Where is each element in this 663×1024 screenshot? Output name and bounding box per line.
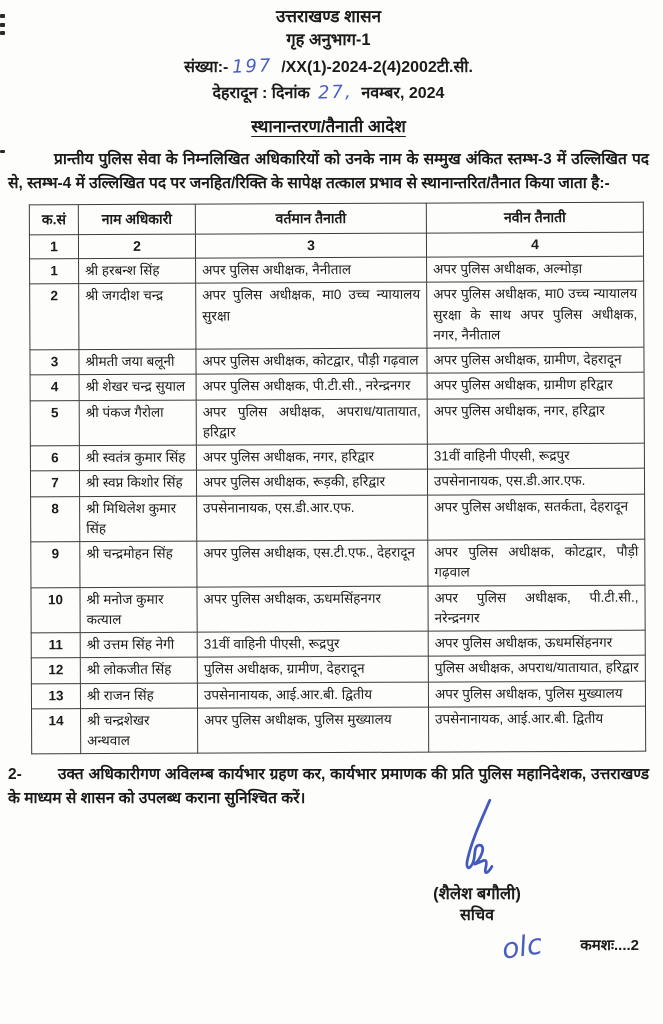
current-posting-cell: अपर पुलिस अधीक्षक, मा0 उच्च न्यायालय सुरक्षा (196, 283, 427, 350)
serial-cell: 4 (30, 375, 79, 400)
serial-cell: 1 (30, 259, 79, 284)
officer-name-cell: श्री राजन सिंह (80, 683, 197, 709)
new-posting-cell: 31वीं वाहिनी पीएसी, रूद्रपुर (427, 443, 644, 469)
government-title: उत्तराखण्ड शासन (275, 7, 382, 26)
current-posting-cell: उपसेनानायक, आई.आर.बी. द्वितीय (197, 682, 428, 708)
column-header-serial: क.सं (29, 205, 78, 235)
reference-prefix: संख्या:- (184, 58, 229, 76)
serial-cell: 2 (30, 284, 79, 350)
new-posting-cell: अपर पुलिस अधीक्षक, ऊधमसिंहनगर (428, 630, 645, 656)
serial-cell: 14 (32, 709, 81, 755)
officer-name-cell: श्री शेखर चन्द्र सुयाल (79, 375, 196, 401)
serial-cell: 7 (30, 471, 79, 496)
officer-name-cell: श्री लोकजीत सिंह (80, 658, 197, 684)
page-continuation-marker: कमशः....2 (580, 936, 639, 954)
column-number: 4 (426, 232, 643, 257)
serial-cell: 6 (30, 446, 79, 471)
closing-paragraph-number: 2- (8, 766, 22, 784)
serial-cell: 11 (31, 633, 80, 658)
officer-name-cell: श्री स्वप्न किशोर सिंह (79, 471, 196, 497)
new-posting-cell: उपसेनानायक, आई.आर.बी. द्वितीय (428, 706, 645, 752)
scan-artifact (0, 150, 5, 153)
current-posting-cell: अपर पुलिस अधीक्षक, ऊधमसिंहनगर (197, 586, 428, 633)
place-date-line (8, 80, 649, 106)
scan-artifact (0, 23, 5, 27)
signatory-name: (शैलेश बगौली) (433, 885, 521, 904)
letterhead (8, 5, 649, 139)
signatory-designation: सचिव (459, 906, 495, 924)
place-date-suffix: नवम्बर, 2024 (361, 85, 445, 103)
table-row (30, 443, 644, 471)
serial-cell: 9 (31, 542, 80, 588)
serial-cell: 5 (30, 400, 79, 446)
current-posting-cell: पुलिस अधीक्षक, ग्रामीण, देहरादून (197, 657, 428, 683)
handwritten-reference-number: 197 (232, 54, 274, 78)
intro-paragraph: प्रान्तीय पुलिस सेवा के निम्नलिखित अधिकारियों को उनके नाम के सम्मुख अंकित स्तम्भ-3 में उल्लिखित पद से, स्तम्भ-4 में उल्लिखित पद पर जनहित/रिक्ति के सापेक्ष तत्काल प्रभाव से स्थानान्तरित/तैनात किया जाता है:- (8, 151, 649, 192)
reference-number-line (8, 54, 649, 80)
officer-name-cell: श्री मिथिलेश कुमार सिंह (80, 496, 197, 542)
table-row (31, 585, 645, 633)
table-row (30, 282, 644, 350)
officer-name-cell: श्री स्वतंत्र कुमार सिंह (79, 445, 196, 471)
current-posting-cell: अपर पुलिस अधीक्षक, कोटद्वार, पौड़ी गढ़वाल (196, 348, 427, 374)
officer-name-cell: श्री चन्द्रमोहन सिंह (80, 541, 197, 587)
current-posting-cell: अपर पुलिस अधीक्षक, रूड़की, हरिद्वार (196, 470, 427, 496)
page-footer (8, 926, 639, 966)
table-row (30, 256, 644, 284)
table-row (30, 398, 644, 446)
column-number: 2 (78, 234, 195, 259)
new-posting-cell: अपर पुलिस अधीक्षक, नगर, हरिद्वार (427, 398, 644, 444)
table-row (31, 494, 645, 542)
table-row (31, 630, 645, 658)
serial-cell: 12 (31, 658, 80, 683)
current-posting-cell: अपर पुलिस अधीक्षक, एस.टी.एफ., देहरादून (197, 540, 428, 587)
serial-cell: 13 (31, 683, 80, 708)
new-posting-cell: अपर पुलिस अधीक्षक, ग्रामीण हरिद्वार (427, 373, 644, 399)
new-posting-cell: उपसेनानायक, एस.डी.आर.एफ. (427, 469, 644, 495)
new-posting-cell: अपर पुलिस अधीक्षक, अल्मोड़ा (427, 256, 644, 282)
table-header-row (29, 202, 643, 235)
new-posting-cell: अपर पुलिस अधीक्षक, पी.टी.सी., नरेन्द्रनगर (428, 585, 645, 631)
scan-artifact (0, 31, 5, 35)
column-header-new-posting: नवीन तैनाती (426, 202, 643, 233)
current-posting-cell: अपर पुलिस अधीक्षक, पी.टी.सी., नरेन्द्रनगर (196, 374, 427, 400)
column-number-row (29, 232, 643, 259)
officer-name-cell: श्री चन्द्रशेखर अन्थवाल (81, 708, 198, 754)
place-date-prefix: देहरादून : दिनांक (212, 85, 310, 103)
new-posting-cell: पुलिस अधीक्षक, अपराध/यातायात, हरिद्वार (428, 656, 645, 682)
transfer-table (29, 202, 646, 755)
officer-name-cell: श्री पंकज गैरोला (79, 400, 196, 446)
signature-ink (445, 797, 509, 889)
column-number: 3 (195, 233, 426, 258)
handwritten-initials: olc (499, 926, 545, 966)
serial-cell: 10 (31, 587, 80, 633)
scan-artifact (0, 14, 5, 18)
officer-name-cell: श्री जगदीश चन्द्र (79, 284, 196, 350)
current-posting-cell: अपर पुलिस अधीक्षक, नैनीताल (196, 257, 427, 283)
table-row (30, 347, 644, 375)
signature-block (357, 797, 597, 926)
transfer-table-body (30, 256, 646, 754)
table-row (31, 681, 645, 709)
transfer-table-head (29, 202, 643, 259)
new-posting-cell: अपर पुलिस अधीक्षक, मा0 उच्च न्यायालय सुरक्षा के साथ अपर पुलिस अधीक्षक, नगर, नैनीताल (427, 282, 644, 349)
column-header-current-posting: वर्तमान तैनाती (195, 203, 426, 234)
current-posting-cell: अपर पुलिस अधीक्षक, पुलिस मुख्यालय (198, 707, 429, 754)
officer-name-cell: श्री मनोज कुमार कत्याल (80, 587, 197, 633)
officer-name-cell: श्री हरबन्श सिंह (79, 258, 196, 284)
reference-suffix: /XX(1)-2024-2(4)2002टी.सी. (281, 58, 473, 76)
column-header-officer-name: नाम अधिकारी (78, 204, 195, 235)
current-posting-cell: उपसेनानायक, एस.डी.आर.एफ. (197, 495, 428, 542)
new-posting-cell: अपर पुलिस अधीक्षक, सतर्कता, देहरादून (428, 494, 645, 540)
officer-name-cell: श्रीमती जया बलूनी (79, 349, 196, 375)
column-number: 1 (29, 235, 78, 259)
current-posting-cell: अपर पुलिस अधीक्षक, अपराध/यातायात, हरिद्वार (196, 399, 427, 446)
current-posting-cell: अपर पुलिस अधीक्षक, नगर, हरिद्वार (196, 444, 427, 470)
closing-paragraph-text: उक्त अधिकारीगण अविलम्ब कार्यभार ग्रहण कर, कार्यभार प्रमाणक की प्रति पुलिस महानिदेशक, उत्तराखण्ड के माध्यम से शासन को उपलब्ध कराना सुनिश्चित करें। (8, 766, 649, 808)
table-row (31, 539, 645, 587)
handwritten-date: 27, (317, 81, 354, 104)
table-row (30, 469, 644, 497)
table-row (31, 656, 645, 684)
department-section: गृह अनुभाग-1 (286, 31, 371, 50)
serial-cell: 8 (31, 496, 80, 542)
new-posting-cell: अपर पुलिस अधीक्षक, कोटद्वार, पौड़ी गढ़वाल (428, 539, 645, 585)
serial-cell: 3 (30, 350, 79, 375)
table-row (32, 706, 646, 754)
new-posting-cell: अपर पुलिस अधीक्षक, ग्रामीण, देहरादून (427, 347, 644, 373)
new-posting-cell: अपर पुलिस अधीक्षक, पुलिस मुख्यालय (428, 681, 645, 707)
table-row (30, 373, 644, 401)
order-title: स्थानान्तरण/तैनाती आदेश (251, 116, 406, 136)
officer-name-cell: श्री उत्तम सिंह नेगी (80, 632, 197, 658)
current-posting-cell: 31वीं वाहिनी पीएसी, रूद्रपुर (197, 631, 428, 657)
